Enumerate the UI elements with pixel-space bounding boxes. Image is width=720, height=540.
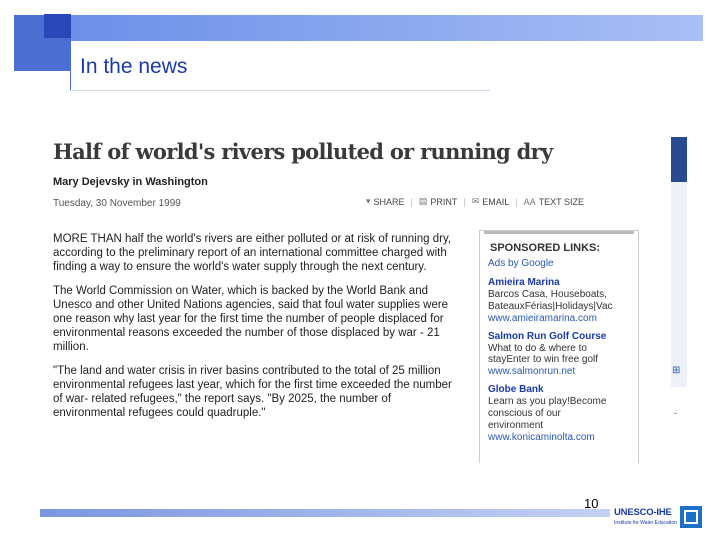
ad-url[interactable]: www.amieiramarina.com [488, 312, 597, 324]
ad-title[interactable]: Globe Bank [488, 384, 544, 396]
ad-text: conscious of our [488, 407, 561, 419]
ad-url[interactable]: www.konicaminolta.com [488, 431, 595, 443]
ad-text: Learn as you play!Become [488, 396, 607, 408]
ad-text: environment [488, 419, 544, 431]
ad-title[interactable]: Salmon Run Golf Course [488, 330, 607, 342]
toolbar-separator: | [463, 196, 466, 207]
article-byline: Mary Dejevsky in Washington [53, 176, 208, 188]
email-button[interactable] [472, 196, 510, 207]
ad-text: What to do & where to [488, 342, 587, 354]
article-headline: Half of world's rivers polluted or running dry [53, 139, 553, 164]
ad-title[interactable]: Amieira Marina [488, 277, 560, 288]
share-button[interactable] [366, 196, 405, 207]
article-paragraph: The World Commission on Water, which is backed by the World Bank and Unesco and other United Nations agencies, said that foul water supplies were one reason why last year for the first time the number of people displaced for environmental reasons exceeded the number of those displaced by war - 21 million. [53, 284, 449, 354]
ad-url[interactable]: www.salmonrun.net [488, 366, 576, 378]
toolbar-separator: | [410, 196, 413, 207]
text-size-icon: AA [523, 196, 536, 207]
sponsored-heading: SPONSORED LINKS: [484, 231, 634, 258]
email-label: EMAIL [482, 196, 510, 207]
page-edge-strip-top [671, 137, 687, 182]
share-label: SHARE [373, 196, 405, 207]
article-paragraph: "The land and water crisis in river basins contributed to the total of 25 million environmental refugees last year, which for the first time exceeded the number of war- related refugees," the report says. "By 2025, the number of environmental refugees could quadruple." [53, 364, 452, 420]
article-body [53, 232, 461, 429]
ad-text: Barcos Casa, Houseboats, [488, 289, 607, 300]
article-toolbar [366, 196, 584, 207]
print-label: PRINT [430, 196, 458, 207]
logo-name: UNESCO-IHE [614, 507, 672, 518]
header-divider-vertical [70, 42, 71, 90]
unesco-ihe-logo [614, 504, 706, 532]
article-date: Tuesday, 30 November 1999 [53, 198, 181, 209]
ad-item[interactable] [480, 331, 638, 385]
page-number: 10 [584, 496, 599, 511]
page-edge-icon: ⊞ [672, 365, 681, 376]
envelope-icon: ✉ [471, 196, 480, 206]
printer-icon: ▤ [418, 196, 428, 206]
toolbar-separator: | [515, 196, 518, 207]
text-size-label: TEXT SIZE [538, 196, 585, 207]
logo-mark-icon [680, 506, 702, 528]
news-article-screenshot [44, 131, 661, 463]
article-paragraph: MORE THAN half the world's rivers are either polluted or at risk of running dry, according to the preliminary report of an international committee charged with finding a way to ensure the world's water supply through the next century. [53, 233, 452, 274]
header-bar [71, 15, 703, 41]
text-size-button[interactable] [524, 197, 584, 207]
page-edge-dash: - [674, 408, 677, 418]
ads-by-google-link[interactable]: Ads by Google [488, 258, 554, 269]
slide-title: In the news [80, 55, 188, 78]
header-divider-horizontal [70, 90, 490, 91]
logo-tagline: Institute for Water Education [614, 520, 677, 526]
ad-text: BateauxFérias|Holidays|Vac [488, 300, 613, 312]
sponsored-links-box [479, 230, 639, 463]
decorative-square-front [44, 14, 71, 38]
share-icon: ▾ [366, 196, 371, 206]
ad-item[interactable] [480, 277, 638, 331]
print-button[interactable] [419, 196, 458, 207]
footer-bar [40, 509, 610, 517]
ad-item[interactable] [480, 384, 638, 449]
ad-text: stayEnter to win free golf [488, 354, 599, 366]
